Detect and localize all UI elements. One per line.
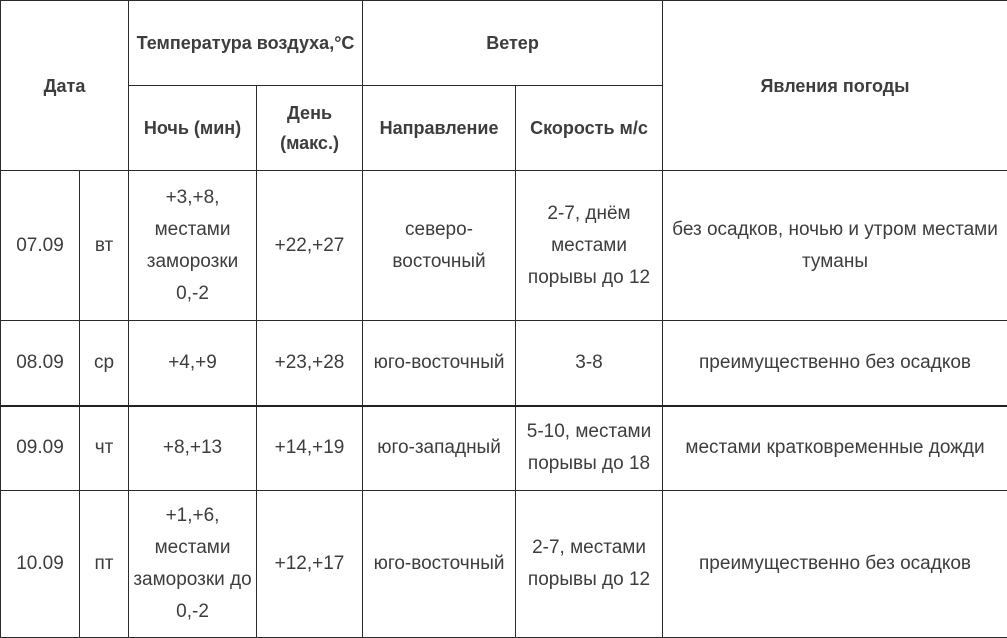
table-row xyxy=(1,406,1007,491)
cell-direction: юго-восточный xyxy=(363,321,516,406)
cell-direction: северо-восточный xyxy=(363,171,516,321)
cell-weekday: чт xyxy=(80,406,129,491)
cell-night: +3,+8, местами заморозки 0,-2 xyxy=(129,171,257,321)
header-speed: Скорость м/с xyxy=(516,86,663,171)
cell-weekday: пт xyxy=(80,491,129,638)
cell-direction: юго-западный xyxy=(363,406,516,491)
table-row xyxy=(1,321,1007,406)
header-day: День (макс.) xyxy=(257,86,363,171)
cell-weekday: вт xyxy=(80,171,129,321)
cell-day: +12,+17 xyxy=(257,491,363,638)
cell-date: 10.09 xyxy=(1,491,80,638)
cell-weekday: ср xyxy=(80,321,129,406)
cell-night: +4,+9 xyxy=(129,321,257,406)
cell-speed: 2-7, местами порывы до 12 xyxy=(516,491,663,638)
cell-day: +22,+27 xyxy=(257,171,363,321)
table-row xyxy=(1,491,1007,638)
header-row-top xyxy=(1,1,1007,86)
cell-weather: преимущественно без осадков xyxy=(663,321,1007,406)
cell-night: +8,+13 xyxy=(129,406,257,491)
table-row xyxy=(1,171,1007,321)
cell-weather: преимущественно без осадков xyxy=(663,491,1007,638)
cell-weather: без осадков, ночью и утром местами туманы xyxy=(663,171,1007,321)
cell-day: +14,+19 xyxy=(257,406,363,491)
cell-day: +23,+28 xyxy=(257,321,363,406)
header-air-temperature: Температура воздуха,°C xyxy=(129,1,363,86)
cell-date: 09.09 xyxy=(1,406,80,491)
cell-speed: 3-8 xyxy=(516,321,663,406)
header-date: Дата xyxy=(1,1,129,171)
cell-date: 07.09 xyxy=(1,171,80,321)
cell-speed: 2-7, днём местами порывы до 12 xyxy=(516,171,663,321)
cell-direction: юго-восточный xyxy=(363,491,516,638)
header-direction: Направление xyxy=(363,86,516,171)
cell-speed: 5-10, местами порывы до 18 xyxy=(516,406,663,491)
cell-date: 08.09 xyxy=(1,321,80,406)
header-weather: Явления погоды xyxy=(663,1,1007,171)
header-wind: Ветер xyxy=(363,1,663,86)
cell-weather: местами кратковременные дожди xyxy=(663,406,1007,491)
cell-night: +1,+6, местами заморозки до 0,-2 xyxy=(129,491,257,638)
header-night: Ночь (мин) xyxy=(129,86,257,171)
